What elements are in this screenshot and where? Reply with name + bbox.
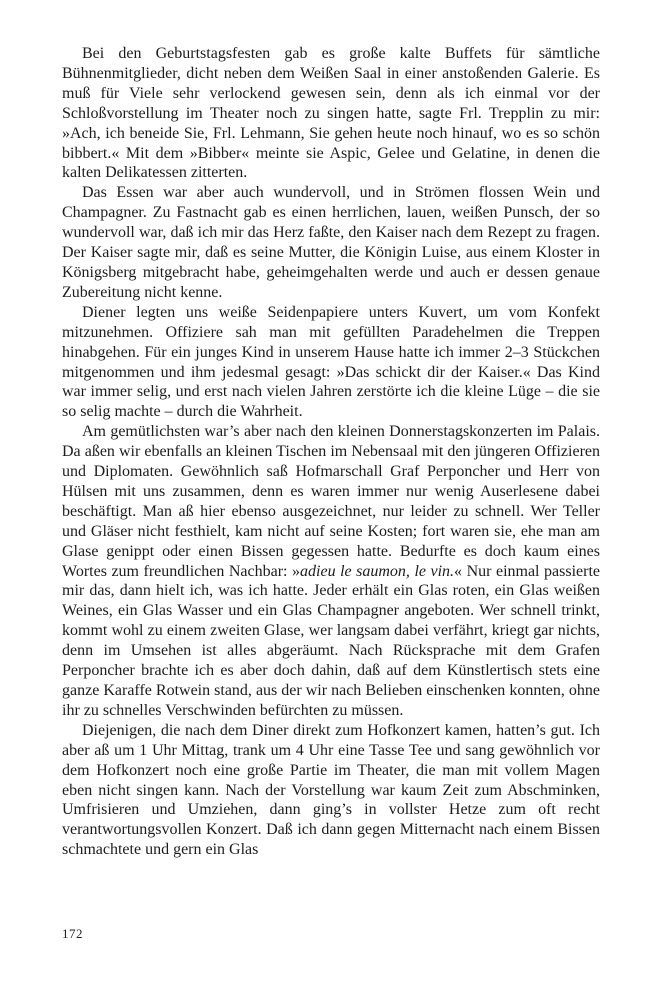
text-run: Bei den Geburtstagsfesten gab es große kalte Buffets für sämtliche Bühnenmitglieder, dicht neben dem Weißen Saal in einer anstoßenden Galerie. Es muß für Viele sehr verlockend gewesen sein, denn als ich einmal vor der Schloßvorstellung im Theater noch zu singen hatte, sagte Frl. Trepplin zu mir: »Ach, ich beneide Sie, Frl. Lehmann, Sie gehen heute noch hinauf, wo es so schön bibbert.« Mit dem »Bibber« meinte sie Aspic, Gelee und Gelatine, in denen die kalten Delikatessen zitterten. <box>62 45 600 182</box>
italic-phrase: adieu le saumon, le vin. <box>300 562 455 580</box>
paragraph <box>62 422 600 721</box>
text-run: Am gemütlichsten war’s aber nach den kleinen Donnerstagskonzerten im Palais. Da aßen wir ebenfalls an kleinen Tischen im Nebensaal mit den jüngeren Offizieren und Diplomaten. Gewöhnlich saß Hofmarschall Graf Perponcher und Herr von Hülsen mit uns zusammen, denn es waren immer nur wenig Auserlesene dabei beschäftigt. Man aß hier ebenso ausgezeichnet, nur leider zu schnell. Wer Teller und Gläser nicht festhielt, kam nicht auf seine Kosten; fort waren sie, ehe man am Glase genippt oder einen Bissen gegessen hatte. Bedurfte es doch kaum eines Wortes zum freundlichen Nachbar: » <box>62 423 600 580</box>
page-number: 172 <box>62 926 83 941</box>
paragraph <box>62 303 600 422</box>
paragraph <box>62 183 600 302</box>
text-run: « Nur einmal passierte mir das, dann hielt ich, was ich hatte. Jeder erhält ein Glas roten, ein Glas weißen Weines, ein Glas Wasser und ein Glas Champagner angeboten. Wer schnell trinkt, kommt wohl zu einem zweiten Glase, wer langsam dabei verfährt, kriegt gar nichts, denn im Umsehen ist alles abgeräumt. Nach Rücksprache mit dem Grafen Perponcher brachte ich es aber doch dahin, daß auf dem Künstlertisch stets eine ganze Karaffe Rotwein stand, aus der wir nach Belieben einschenken konnten, ohne ihr zu schnelles Verschwinden befürchten zu müssen. <box>62 562 600 719</box>
text-run: Diener legten uns weiße Seidenpapiere unters Kuvert, um vom Konfekt mitzunehmen. Offiziere sah man mit gefüllten Paradehelmen die Treppen hinabgehen. Für ein junges Kind in unserem Hause hatte ich immer 2–3 Stückchen mitgenommen und ihm jedesmal gesagt: »Das schickt dir der Kaiser.« Das Kind war immer selig, und erst nach vielen Jahren zerstörte ich die kleine Lüge – die sie so selig machte – durch die Wahrheit. <box>62 303 600 421</box>
text-run: Das Essen war aber auch wundervoll, und in Strömen flossen Wein und Champagner. Zu Fastnacht gab es einen herrlichen, lauen, weißen Punsch, der so wundervoll war, daß ich mir das Herz faßte, den Kaiser nach dem Rezept zu fragen. Der Kaiser sagte mir, daß es seine Mutter, die Königin Luise, aus einem Kloster in Königsberg mitgebracht habe, geheimgehalten werde und auch er dessen genaue Zubereitung nicht kenne. <box>62 184 600 301</box>
paragraph <box>62 721 600 860</box>
text-block <box>62 44 600 860</box>
text-run: Diejenigen, die nach dem Diner direkt zum Hofkonzert kamen, hatten’s gut. Ich aber aß um 1 Uhr Mittag, trank um 4 Uhr eine Tasse Tee und sang gewöhnlich vor dem Hofkonzert noch eine große Partie im Theater, die man mit vollem Magen eben nicht singen kann. Nach der Vorstellung war kaum Zeit zum Abschminken, Umfrisieren und Umziehen, dann ging’s in vollster Hetze zum oft recht verantwortungsvollen Konzert. Daß ich dann gegen Mitternacht nach einem Bissen schmachtete und gern ein Glas <box>62 721 600 859</box>
paragraph <box>62 44 600 183</box>
